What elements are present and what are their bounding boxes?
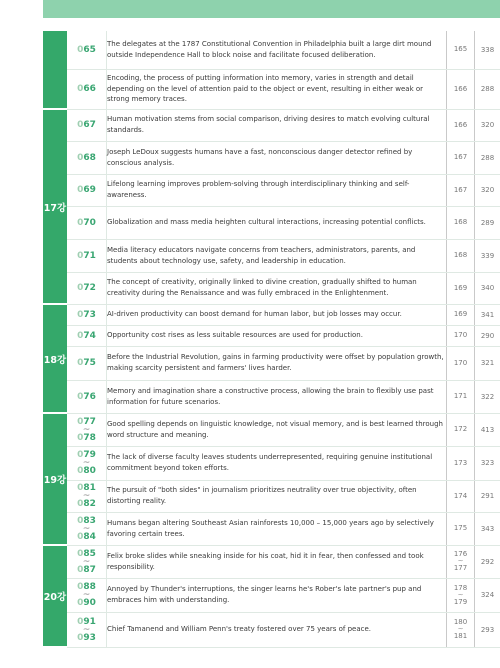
item-number (67, 325, 107, 346)
table-row (43, 109, 500, 141)
page-start: 168 (453, 251, 468, 259)
page-start: 171 (453, 392, 468, 400)
reference-number: 338 (475, 31, 500, 69)
item-number (67, 446, 107, 480)
number-leading-zero: 0 (77, 548, 84, 559)
index-table (43, 31, 500, 648)
page-start: 167 (453, 185, 468, 194)
table-row (43, 304, 500, 325)
item-number-end (77, 499, 96, 509)
reference-number: 339 (475, 239, 500, 272)
page-end: 181 (453, 632, 468, 640)
item-number (67, 304, 107, 325)
number-leading-zero: 0 (77, 217, 84, 228)
item-number (67, 512, 107, 545)
number-leading-zero: 0 (77, 358, 84, 368)
number-leading-zero: 0 (77, 250, 84, 261)
number-leading-zero: 0 (77, 450, 84, 460)
reference-number: 343 (475, 512, 500, 545)
number-leading-zero: 0 (77, 582, 84, 592)
page-start: 165 (453, 45, 468, 54)
number-digits: 91 (83, 616, 96, 627)
number-leading-zero: 0 (77, 531, 84, 542)
number-leading-zero: 0 (77, 416, 84, 427)
item-number-end (77, 532, 96, 542)
table-row (43, 578, 500, 612)
reference-number: 340 (475, 272, 500, 304)
item-summary: Humans began altering Southeast Asian rainforests 10,000 – 15,000 years ago by selectively favoring certain trees. (107, 512, 447, 545)
range-tilde: ~ (457, 625, 464, 633)
number-digits: 72 (83, 283, 96, 293)
item-number-end (77, 598, 96, 608)
lecture-label: 19강 (43, 413, 67, 545)
page-number (447, 304, 475, 325)
lecture-label: 17강 (43, 109, 67, 304)
page-start: 168 (453, 218, 468, 226)
item-number (67, 480, 107, 512)
number-leading-zero: 0 (77, 309, 84, 320)
item-number-start (77, 392, 96, 402)
item-number-start (77, 310, 96, 320)
number-digits: 65 (83, 44, 96, 55)
item-number (67, 206, 107, 239)
item-summary: Annoyed by Thunder's interruptions, the singer learns he's Rober's late partner's pup and embraces him with understanding. (107, 578, 447, 612)
page-number (447, 69, 475, 109)
reference-number: 341 (475, 304, 500, 325)
number-digits: 88 (83, 582, 96, 592)
page-number (447, 272, 475, 304)
item-number (67, 346, 107, 380)
page-start: 170 (453, 331, 468, 339)
number-leading-zero: 0 (77, 330, 84, 341)
number-leading-zero: 0 (77, 515, 84, 526)
reference-number: 324 (475, 578, 500, 612)
item-summary: The pursuit of "both sides" in journalism prioritizes neutrality over true objectivity, often distorting reality. (107, 480, 447, 512)
page-number (447, 612, 475, 647)
page-number (447, 380, 475, 413)
number-digits: 81 (83, 483, 96, 493)
number-digits: 69 (83, 185, 96, 195)
page-number (447, 141, 475, 174)
number-digits: 70 (83, 217, 96, 228)
table-row (43, 346, 500, 380)
item-number-start (77, 251, 96, 261)
reference-number: 290 (475, 325, 500, 346)
item-summary: Chief Tamanend and William Penn's treaty fostered over 75 years of peace. (107, 612, 447, 647)
number-leading-zero: 0 (77, 391, 84, 402)
page-number (447, 413, 475, 446)
page-start: 166 (453, 84, 468, 93)
item-number-start (77, 153, 96, 163)
number-digits: 82 (83, 499, 96, 509)
item-number-start (77, 218, 96, 228)
item-summary: Joseph LeDoux suggests humans have a fast, nonconscious danger detector refined by conscious analysis. (107, 141, 447, 174)
item-number-end (77, 433, 96, 443)
table-row (43, 545, 500, 578)
reference-number: 288 (475, 141, 500, 174)
page-number (447, 480, 475, 512)
item-number (67, 272, 107, 304)
page-number (447, 512, 475, 545)
number-digits: 78 (83, 432, 96, 443)
page-number (447, 446, 475, 480)
number-leading-zero: 0 (77, 483, 84, 493)
reference-number: 323 (475, 446, 500, 480)
item-number (67, 413, 107, 446)
lecture-label (43, 31, 67, 109)
item-summary: Opportunity cost rises as less suitable resources are used for production. (107, 325, 447, 346)
range-tilde: ~ (82, 424, 91, 435)
range-tilde: ~ (82, 590, 91, 600)
number-digits: 76 (83, 391, 96, 402)
page-number (447, 109, 475, 141)
number-digits: 80 (83, 466, 96, 476)
reference-number: 291 (475, 480, 500, 512)
page-number (447, 545, 475, 578)
lecture-label: 20강 (43, 545, 67, 647)
item-number (67, 141, 107, 174)
item-number (67, 174, 107, 206)
table-row (43, 141, 500, 174)
number-leading-zero: 0 (77, 152, 84, 163)
item-summary: Media literacy educators navigate concerns from teachers, administrators, parents, and students about technology use, safety, and leadership in education. (107, 239, 447, 272)
number-digits: 73 (83, 309, 96, 320)
item-number (67, 109, 107, 141)
table-row (43, 612, 500, 647)
page-start: 178 (453, 583, 468, 592)
number-digits: 85 (83, 548, 96, 559)
number-leading-zero: 0 (77, 185, 84, 195)
table-row (43, 446, 500, 480)
number-digits: 66 (83, 84, 96, 94)
item-summary: Encoding, the process of putting information into memory, varies in strength and detail depending on the level of attention paid to the object or event, resulting in either weak or strong memory traces. (107, 69, 447, 109)
page-start: 170 (453, 358, 468, 367)
item-number-start (77, 84, 96, 94)
top-banner (43, 0, 500, 18)
number-leading-zero: 0 (77, 499, 84, 509)
number-leading-zero: 0 (77, 564, 84, 575)
number-leading-zero: 0 (77, 616, 84, 627)
item-summary: Human motivation stems from social comparison, driving desires to match evolving cultural standards. (107, 109, 447, 141)
reference-number: 413 (475, 413, 500, 446)
item-summary: The delegates at the 1787 Constitutional Convention in Philadelphia built a large dirt mound outside Independence Hall to block noise and facilitate focused deliberation. (107, 31, 447, 69)
page-number (447, 578, 475, 612)
reference-number: 289 (475, 206, 500, 239)
range-tilde: ~ (457, 590, 464, 599)
table-row (43, 325, 500, 346)
number-leading-zero: 0 (77, 44, 84, 55)
number-leading-zero: 0 (77, 84, 84, 94)
item-number-end (77, 565, 96, 575)
table-row (43, 512, 500, 545)
reference-number: 320 (475, 109, 500, 141)
item-number (67, 612, 107, 647)
item-summary: The lack of diverse faculty leaves students underrepresented, requiring genuine institutional commitment beyond token efforts. (107, 446, 447, 480)
item-number-start (77, 185, 96, 195)
page-end: 179 (453, 597, 468, 606)
page-start: 169 (453, 310, 468, 318)
item-number (67, 239, 107, 272)
page-start: 175 (453, 524, 468, 532)
page-number (447, 346, 475, 380)
page-start: 167 (453, 153, 468, 161)
item-number (67, 380, 107, 413)
number-digits: 68 (83, 152, 96, 163)
number-digits: 75 (83, 358, 96, 368)
table-row (43, 174, 500, 206)
number-leading-zero: 0 (77, 466, 84, 476)
page-start: 176 (453, 550, 468, 558)
number-digits: 90 (83, 598, 96, 608)
reference-number: 288 (475, 69, 500, 109)
item-summary: Before the Industrial Revolution, gains in farming productivity were offset by population growth, making scarcity persistent and farmers' lives harder. (107, 346, 447, 380)
number-leading-zero: 0 (77, 120, 84, 130)
number-digits: 67 (83, 120, 96, 130)
page-start: 180 (453, 618, 468, 626)
item-number-start (77, 45, 96, 55)
table-row (43, 69, 500, 109)
number-leading-zero: 0 (77, 283, 84, 293)
range-tilde: ~ (457, 557, 464, 565)
range-tilde: ~ (82, 491, 91, 501)
item-summary: Good spelling depends on linguistic knowledge, not visual memory, and is best learned through word structure and meaning. (107, 413, 447, 446)
page-number (447, 239, 475, 272)
page-start: 172 (453, 425, 468, 433)
item-number-start (77, 120, 96, 130)
table-row (43, 31, 500, 69)
page-start: 173 (453, 458, 468, 467)
range-tilde: ~ (82, 458, 91, 468)
lecture-label: 18강 (43, 304, 67, 413)
table-row (43, 480, 500, 512)
page-start: 166 (453, 120, 468, 129)
table-row (43, 272, 500, 304)
number-leading-zero: 0 (77, 632, 84, 643)
reference-number: 292 (475, 545, 500, 578)
item-summary: AI-driven productivity can boost demand for human labor, but job losses may occur. (107, 304, 447, 325)
page-number (447, 31, 475, 69)
item-number (67, 31, 107, 69)
item-summary: Felix broke slides while sneaking inside for his coat, hid it in fear, then confessed and took responsibility. (107, 545, 447, 578)
number-digits: 84 (83, 531, 96, 542)
page-start: 169 (453, 283, 468, 292)
item-summary: Lifelong learning improves problem-solving through interdisciplinary thinking and self-awareness. (107, 174, 447, 206)
item-number-end (77, 633, 96, 643)
table-row (43, 380, 500, 413)
number-digits: 79 (83, 450, 96, 460)
table-row (43, 413, 500, 446)
range-tilde: ~ (82, 624, 91, 635)
item-summary: Globalization and mass media heighten cultural interactions, increasing potential conflicts. (107, 206, 447, 239)
table-row (43, 206, 500, 239)
number-digits: 77 (83, 416, 96, 427)
item-summary: Memory and imagination share a constructive process, allowing the brain to flexibly use past information for future scenarios. (107, 380, 447, 413)
reference-number: 320 (475, 174, 500, 206)
page-number (447, 206, 475, 239)
page-end: 177 (453, 564, 468, 572)
item-number-end (77, 466, 96, 476)
table-row (43, 239, 500, 272)
number-leading-zero: 0 (77, 598, 84, 608)
number-digits: 87 (83, 564, 96, 575)
number-leading-zero: 0 (77, 432, 84, 443)
range-tilde: ~ (82, 523, 91, 534)
reference-number: 293 (475, 612, 500, 647)
item-number (67, 69, 107, 109)
range-tilde: ~ (82, 556, 91, 567)
number-digits: 93 (83, 632, 96, 643)
page-number (447, 174, 475, 206)
item-number (67, 578, 107, 612)
number-digits: 83 (83, 515, 96, 526)
item-number-start (77, 331, 96, 341)
item-number-start (77, 283, 96, 293)
reference-number: 322 (475, 380, 500, 413)
item-number-start (77, 358, 96, 368)
item-number (67, 545, 107, 578)
reference-number: 321 (475, 346, 500, 380)
page-number (447, 325, 475, 346)
page-start: 174 (453, 491, 468, 500)
number-digits: 71 (83, 250, 96, 261)
item-summary: The concept of creativity, originally linked to divine creation, gradually shifted to human creativity during the Renaissance and was fully embraced in the Enlightenment. (107, 272, 447, 304)
number-digits: 74 (83, 330, 96, 341)
